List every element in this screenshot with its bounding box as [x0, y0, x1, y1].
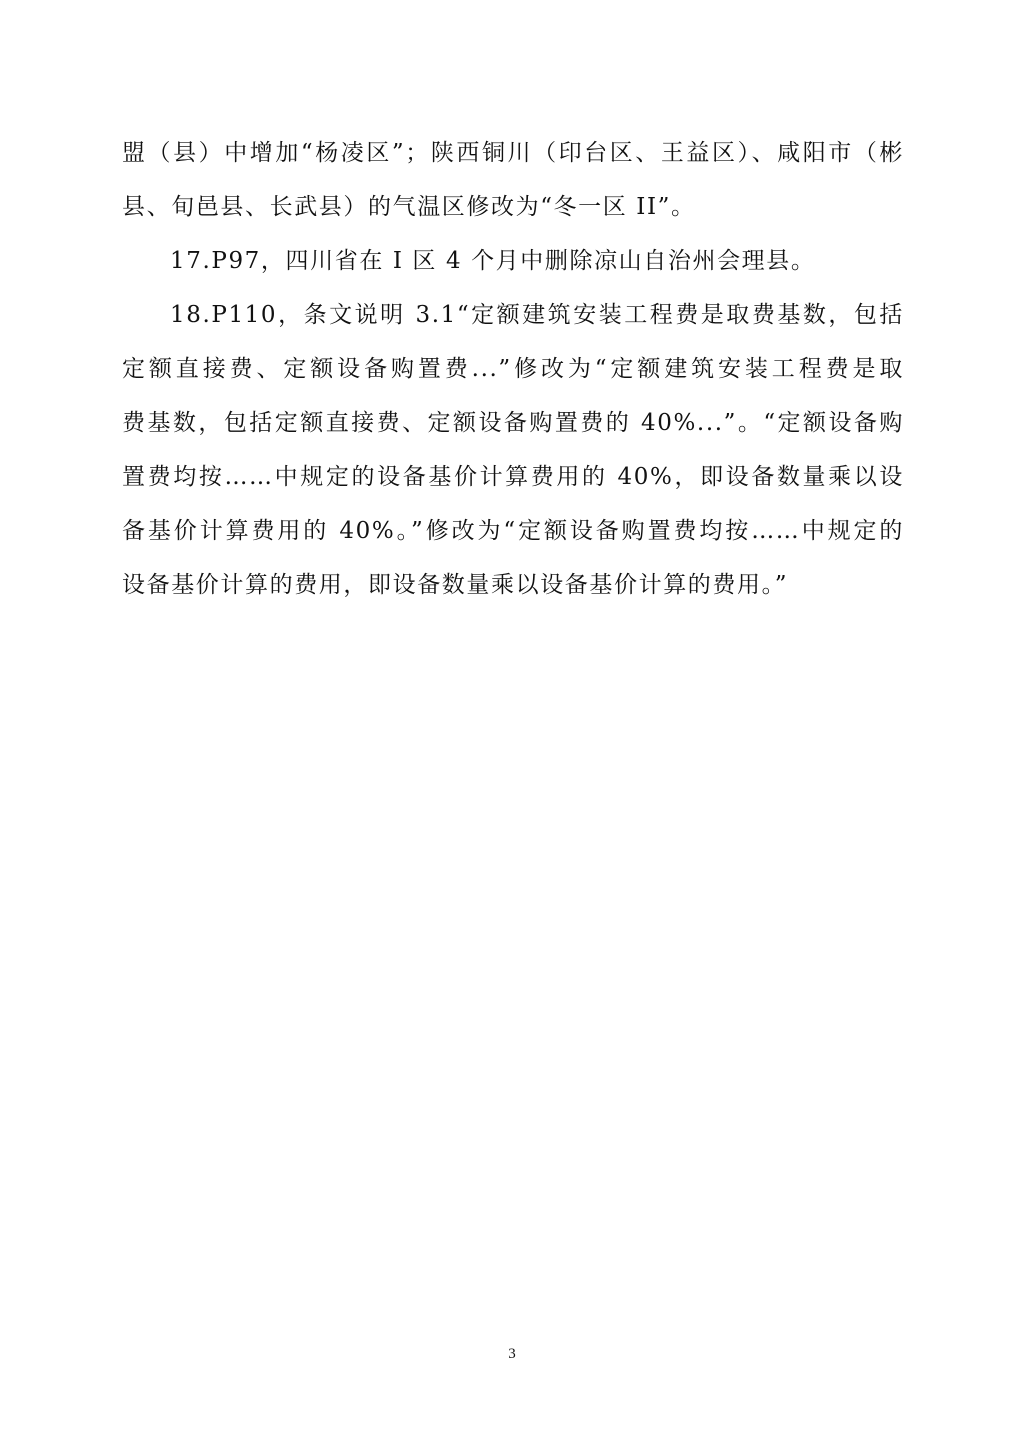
text-line: 17.P97，四川省在 I 区 4 个月中删除凉山自治州会理县。	[170, 248, 816, 274]
body-text	[122, 126, 904, 612]
text-line: 定额直接费、定额设备购置费...”修改为“定额建筑安装工程费是取	[122, 356, 904, 382]
text-line: 设备基价计算的费用，即设备数量乘以设备基价计算的费用。”	[122, 572, 789, 598]
text-line: 县、旬邑县、长武县）的气温区修改为“冬一区 II”。	[122, 194, 696, 220]
page-number: 3	[508, 1346, 516, 1362]
text-line: 费基数，包括定额直接费、定额设备购置费的 40%...”。“定额设备购	[122, 410, 904, 436]
text-line: 盟（县）中增加“杨凌区”；陕西铜川（印台区、王益区）、咸阳市（彬	[122, 140, 904, 166]
text-line: 备基价计算费用的 40%。”修改为“定额设备购置费均按……中规定的	[122, 518, 904, 544]
text-line: 18.P110，条文说明 3.1“定额建筑安装工程费是取费基数，包括	[170, 302, 904, 328]
text-line: 置费均按……中规定的设备基价计算费用的 40%，即设备数量乘以设	[122, 464, 904, 490]
